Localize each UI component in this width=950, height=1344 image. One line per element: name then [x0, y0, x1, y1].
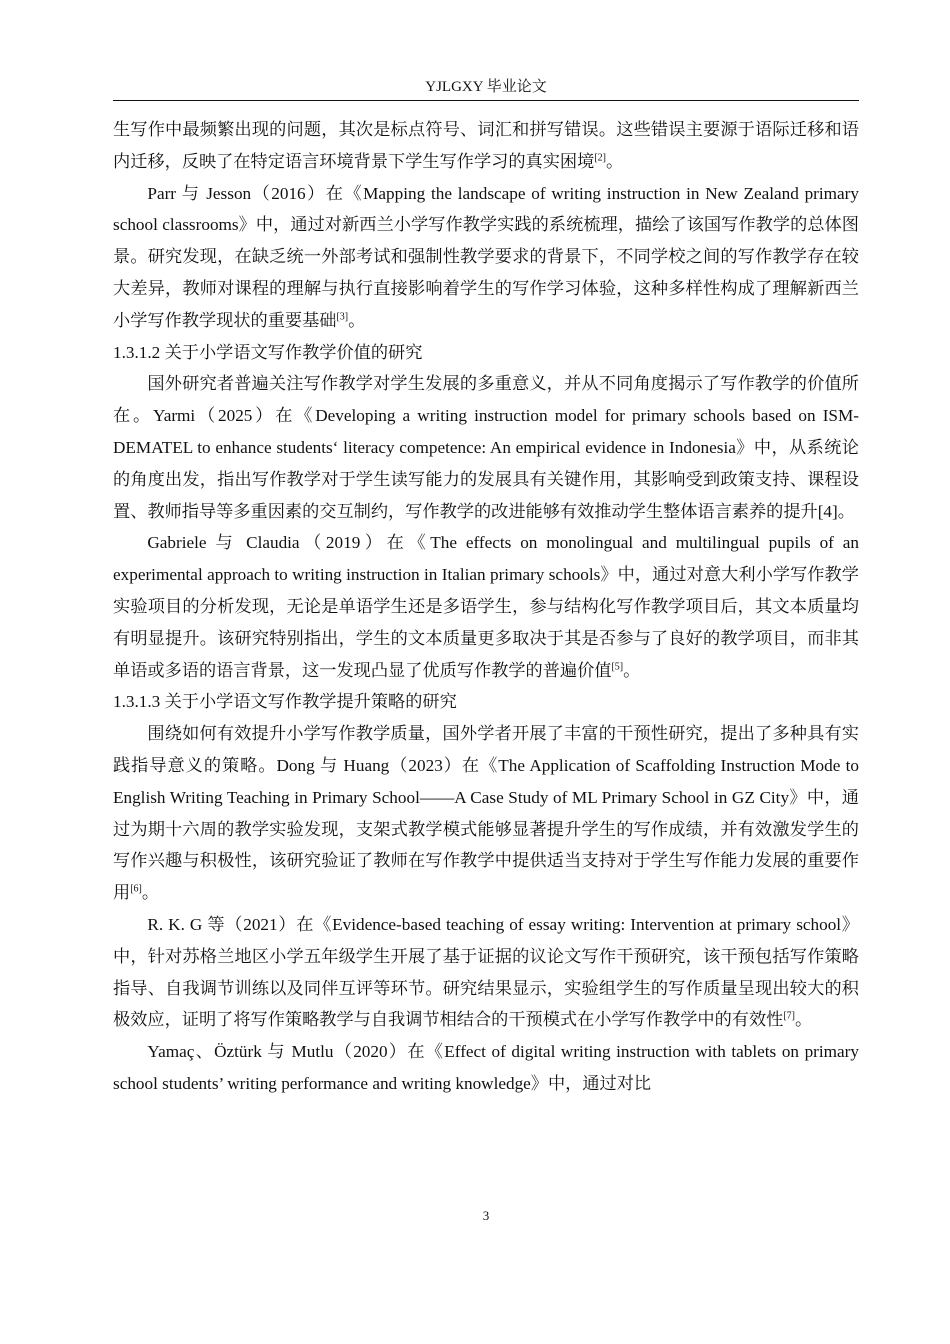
citation: [2] [594, 152, 606, 164]
running-header: YJLGXY 毕业论文 [425, 79, 547, 95]
paragraph-2: Parr 与 Jesson（2016）在《Mapping the landscape of writing instruction in New Zealand primary school classrooms》中，通过对新西兰小学写作教学实践的系统梳理，描绘了该国写作教学的总体图景。研究发现，在缺乏统一外部考试和强制性教学要求的背景下，不同学校之间的写作教学存在较大差异，教师对课程的理解与执行直接影响着学生的写作学习体验，这种多样性构成了理解新西兰小学写作教学现状的重要基础[3]。 [113, 183, 859, 330]
header-rule [113, 100, 859, 101]
citation: [6] [130, 883, 142, 895]
paragraph-7: Yamaç、Öztürk 与 Mutlu（2020）在《Effect of digital writing instruction with tablets on primary school students’ writing performance and writing knowledge》中，通过对比 [113, 1042, 859, 1093]
paragraph-5: 围绕如何有效提升小学写作教学质量，国外学者开展了丰富的干预性研究，提出了多种具有实践指导意义的策略。Dong 与 Huang（2023）在《The Application of Scaffolding Instruction Mode to English Writing Teaching in Primary School——A Case Study of ML Primary School in GZ City》中，通过为期十六周的教学实验发现，支架式教学模式能够显著提升学生的写作成绩，并有效激发学生的写作兴趣与积极性，该研究验证了教师在写作教学中提供适当支持对于学生写作能力发展的重要作用[6]。 [113, 724, 859, 903]
paragraph-4: Gabriele 与 Claudia（2019）在《The effects on monolingual and multilingual pupils of an experimental approach to writing instruction in Italian primary schools》中，通过对意大利小学写作教学实验项目的分析发现，无论是单语学生还是多语学生，参与结构化写作教学项目后，其文本质量均有明显提升。该研究特别指出，学生的文本质量更多取决于其是否参与了良好的教学项目，而非其单语或多语的语言背景，这一发现凸显了优质写作教学的普遍价值[5]。 [113, 533, 859, 680]
page-number: 3 [482, 1208, 490, 1223]
citation: [3] [336, 311, 349, 323]
paragraph-3: 国外研究者普遍关注写作教学对学生发展的多重意义，并从不同角度揭示了写作教学的价值所在。Yarmi（2025）在《Developing a writing instruction model for primary schools based on ISM-DEMATEL to enhance students‘ literacy competence: An empirical evidence in Indonesia》中，从系统论的角度出发，指出写作教学对于学生读写能力的发展具有关键作用，其影响受到政策支持、课程设置、教师指导等多重因素的交互制约，写作教学的改进能够有效推动学生整体语言素养的提升[4]。 [113, 374, 859, 521]
paragraph-1: 生写作中最频繁出现的问题，其次是标点符号、词汇和拼写错误。这些错误主要源于语际迁移和语内迁移，反映了在特定语言环境背景下学生写作学习的真实困境[2]。 [113, 120, 859, 171]
paragraph-6: R. K. G 等（2021）在《Evidence-based teaching of essay writing: Intervention at primary school》中，针对苏格兰地区小学五年级学生开展了基于证据的议论文写作干预研究，该干预包括写作策略指导、自我调节训练以及同伴互评等环节。研究结果显示，实验组学生的写作质量呈现出较大的积极效应，证明了将写作策略教学与自我调节相结合的干预模式在小学写作教学中的有效性[7]。 [113, 914, 859, 1030]
section-heading-1-3-1-3: 1.3.1.3 关于小学语文写作教学提升策略的研究 [113, 692, 457, 712]
citation: [5] [611, 660, 624, 672]
section-heading-1-3-1-2: 1.3.1.2 关于小学语文写作教学价值的研究 [113, 342, 423, 362]
citation: [7] [783, 1010, 795, 1022]
body-text [113, 114, 859, 1100]
